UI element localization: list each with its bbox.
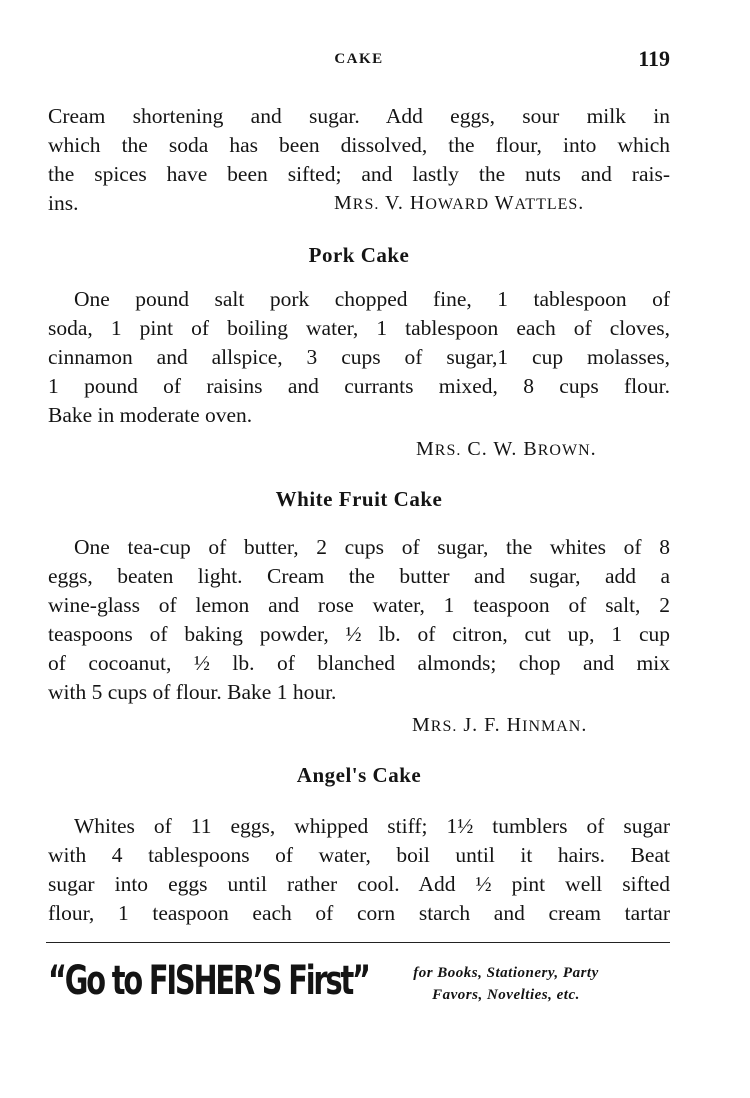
recipe-body-angels-cake [48, 812, 670, 928]
sig-part: OWARD [425, 196, 489, 213]
text-line: of cocoanut, ½ lb. of blanched almonds; chop and mix [48, 651, 670, 675]
sig-part: INMAN [522, 718, 582, 735]
text-line: teaspoons of baking powder, ½ lb. of citron, cut up, 1 cup [48, 622, 670, 646]
sig-part: ROWN [537, 442, 591, 459]
sig-part: M [416, 438, 435, 460]
page-number: 119 [638, 46, 670, 71]
text-line: the spices have been sifted; and lastly the nuts and rais- [48, 162, 670, 186]
recipe-title-pork-cake: Pork Cake [308, 243, 410, 267]
text-line: sugar into eggs until rather cool. Add ½ pint well sifted [48, 872, 670, 896]
running-title: CAKE [334, 51, 384, 67]
sig-part: RS. [352, 196, 380, 213]
sig-part: M [412, 714, 431, 736]
recipe-body-pork-cake [48, 285, 670, 430]
text-line: with 5 cups of flour. Bake 1 hour. [48, 680, 337, 704]
text-line: which the soda has been dissolved, the flour, into which [48, 133, 670, 157]
signature-brown [416, 438, 597, 461]
sig-part: . [581, 714, 588, 736]
recipe-body-white-fruit-cake [48, 533, 670, 707]
advertisement-slogan: “Go to FISHER’S First” [48, 958, 369, 1004]
text-line: eggs, beaten light. Cream the butter and sugar, add a [48, 564, 670, 588]
recipe-title-white-fruit-cake: White Fruit Cake [275, 487, 443, 511]
sig-part: . [590, 438, 597, 460]
text-line: Whites of 11 eggs, whipped stiff; 1½ tumblers of sugar [74, 814, 670, 838]
text-line: ins. [48, 191, 79, 215]
sig-part: RS. [434, 442, 462, 459]
text-line: One tea-cup of butter, 2 cups of sugar, the whites of 8 [74, 535, 670, 559]
sig-part: J. F. H [457, 714, 523, 736]
text-line: flour, 1 teaspoon each of corn starch and cream tartar [48, 901, 670, 925]
running-head [48, 46, 670, 74]
signature-wattles [334, 192, 584, 215]
text-line: cinnamon and allspice, 3 cups of sugar,1 cup molasses, [48, 345, 670, 369]
sig-part: RS. [430, 718, 458, 735]
recipe-title-angels-cake: Angel's Cake [296, 763, 422, 787]
text-line: soda, 1 pint of boiling water, 1 tablespoon each of cloves, [48, 316, 670, 340]
sig-part: M [334, 192, 353, 214]
text-line: Cream shortening and sugar. Add eggs, sour milk in [48, 104, 670, 128]
sig-part: ATTLES [514, 196, 579, 213]
sig-part: . [578, 192, 585, 214]
sig-part: W [489, 192, 515, 214]
advertisement-tagline [356, 962, 656, 1006]
text-line: 1 pound of raisins and currants mixed, 8 cups flour. [48, 374, 670, 398]
signature-hinman [412, 714, 587, 737]
tagline-line: for Books, Stationery, Party [413, 965, 599, 981]
text-line: with 4 tablespoons of water, boil until it hairs. Beat [48, 843, 670, 867]
text-line: wine-glass of lemon and rose water, 1 teaspoon of salt, 2 [48, 593, 670, 617]
footer-rule [46, 942, 670, 943]
sig-part: V. H [379, 192, 426, 214]
text-line: Bake in moderate oven. [48, 403, 253, 427]
sig-part: C. W. B [461, 438, 538, 460]
text-line: One pound salt pork chopped fine, 1 tablespoon of [74, 287, 670, 311]
tagline-line: Favors, Novelties, etc. [432, 987, 580, 1003]
